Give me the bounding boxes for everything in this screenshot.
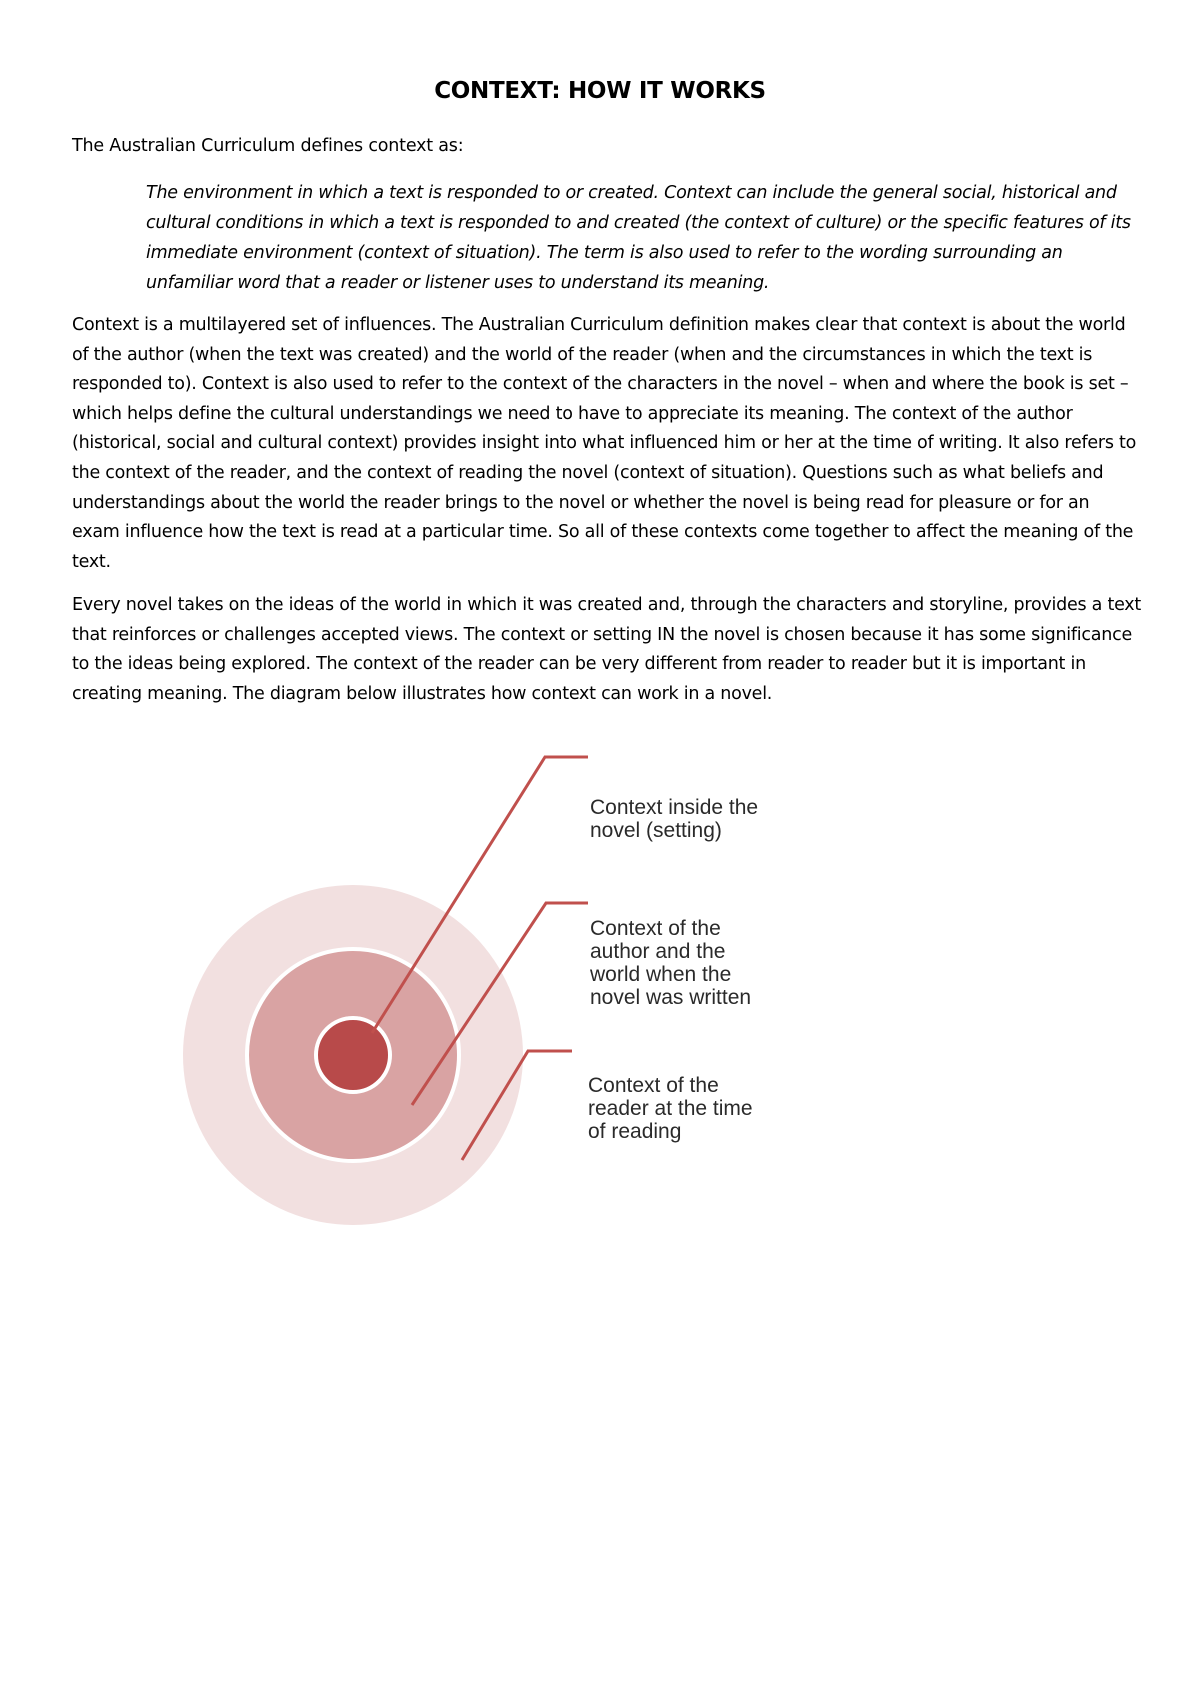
label-line: author and the (590, 940, 726, 963)
label-context-inside-novel (590, 796, 758, 842)
body-paragraph-1: Context is a multilayered set of influences. The Australian Curriculum definition makes clear that context is about the world of the author (when the text was created) and the world of the reader (when and the circumstances in which the text is responded to). Context is also used to refer to the context of the characters in the novel – when and where the book is set – which helps define the cultural understandings we need to have to appreciate its meaning. The context of the author (historical, social and cultural context) provides insight into what influenced him or her at the time of writing. It also refers to the context of the reader, and the context of reading the novel (context of situation). Questions such as what beliefs and understandings about the world the reader brings to the novel or whether the novel is being read for pleasure or for an exam influence how the text is read at a particular time. So all of these contexts come together to affect the meaning of the text. (72, 315, 1137, 572)
label-line: Context inside the (590, 796, 759, 819)
intro-text: The Australian Curriculum defines context as: (72, 136, 464, 156)
context-diagram (0, 740, 1200, 1240)
setting-context-circle (316, 1018, 390, 1092)
label-line: of reading (588, 1120, 682, 1143)
label-line: novel was written (590, 986, 752, 1009)
curriculum-definition-quote: The environment in which a text is responded to or created. Context can include the general social, historical and cultural conditions in which a text is responded to and created (the context of culture) or the specific features of its immediate environment (context of situation). The term is also used to refer to the wording surrounding an unfamiliar word that a reader or listener uses to understand its meaning. (146, 183, 1131, 293)
label-line: Context of the (588, 1074, 719, 1097)
page-title: CONTEXT: HOW IT WORKS (434, 78, 766, 104)
label-line: novel (setting) (590, 819, 722, 842)
label-line: Context of the (590, 917, 721, 940)
label-line: world when the (590, 963, 732, 986)
label-context-author (590, 917, 751, 1009)
label-context-reader (588, 1074, 753, 1143)
label-line: reader at the time (588, 1097, 753, 1120)
body-paragraph-2: Every novel takes on the ideas of the world in which it was created and, through the characters and storyline, provides a text that reinforces or challenges accepted views. The context or setting IN the novel is chosen because it has some significance to the ideas being explored. The context of the reader can be very different from reader to reader but it is important in creating meaning. The diagram below illustrates how context can work in a novel. (72, 595, 1142, 704)
